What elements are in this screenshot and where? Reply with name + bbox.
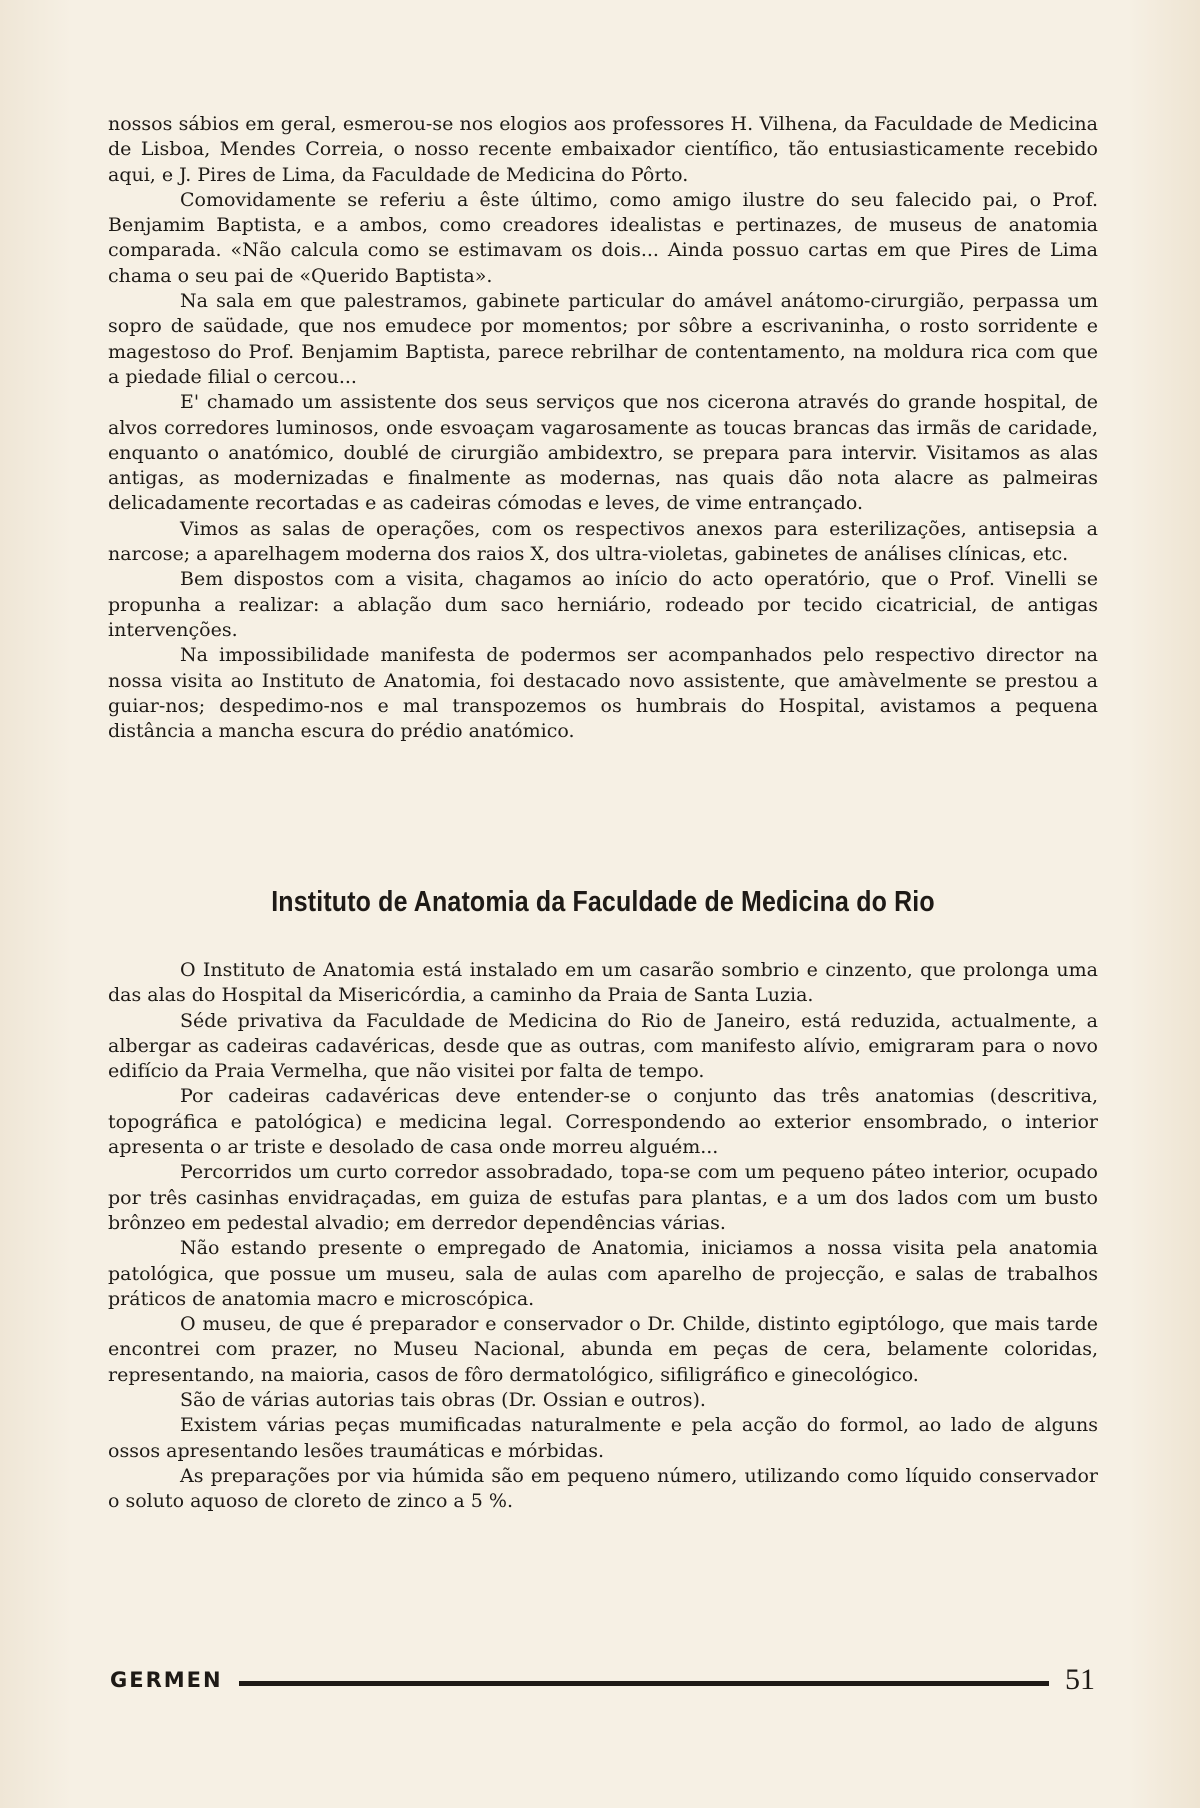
paragraph: Percorridos um curto corredor assobradado, topa-se com um pequeno páteo interior, ocupado por três casinhas envidraçadas, em guiza de estufas para plantas, e a um dos lados com um busto brônzeo em pedestal alvadio; em derredor dependências várias. (108, 1161, 1098, 1234)
paragraph: As preparações por via húmida são em pequeno número, utilizando como líquido conservador o soluto aquoso de cloreto de zinco a 5 %. (108, 1464, 1098, 1513)
section-heading: Instituto de Anatomia da Faculdade de Medicina do Rio (271, 886, 935, 918)
paragraph: Não estando presente o empregado de Anatomia, iniciamos a nossa visita pela anatomia patológica, que possue um museu, sala de aulas com aparelho de projecção, e salas de trabalhos práticos de anatomia macro e microscópica. (108, 1237, 1098, 1310)
paragraph: Na sala em que palestramos, gabinete particular do amável anátomo-cirurgião, perpassa um sopro de saüdade, que nos emudece por momentos; por sôbre a escrivaninha, o rosto sorridente e magestoso do Prof. Benjamim Baptista, parece rebrilhar de contentamento, na moldura rica com que a piedade filial o cercou... (108, 290, 1098, 388)
footer-divider (239, 1681, 1049, 1686)
paragraph: Comovidamente se referiu a êste último, como amigo ilustre do seu falecido pai, o Prof. Benjamim Baptista, e a ambos, como creadores idealistas e pertinazes, de museus de anatomia comparada. «Não calcula como se estimavam os dois... Ainda possuo cartas em que Pires de Lima chama o seu pai de «Querido Baptista». (108, 188, 1098, 287)
body-text-continued (108, 112, 1098, 744)
paragraph: Na impossibilidade manifesta de podermos ser acompanhados pelo respectivo director na nossa visita ao Instituto de Anatomia, foi destacado novo assistente, que amàvelmente se prestou a guiar-nos; despedimo-nos e mal transpozemos os humbrais do Hospital, avistamos a pequena distância a mancha escura do prédio anatómico. (108, 644, 1098, 743)
paragraph: O museu, de que é preparador e conservador o Dr. Childe, distinto egiptólogo, que mais tarde encontrei com prazer, no Museu Nacional, abunda em peças de cera, belamente coloridas, representando, na maioria, casos de fôro dermatológico, sifiligráfico e ginecológico. (108, 1313, 1098, 1386)
paragraph: Bem dispostos com a visita, chagamos ao início do acto operatório, que o Prof. Vinelli se propunha a realizar: a ablação dum saco herniário, rodeado por tecido cicatricial, de antigas intervenções. (108, 568, 1098, 641)
paragraph: Existem várias peças mumificadas naturalmente e pela acção do formol, ao lado de alguns ossos apresentando lesões traumáticas e mórbidas. (108, 1414, 1098, 1462)
page-footer (110, 1660, 1095, 1700)
paragraph: E' chamado um assistente dos seus serviços que nos cicerona através do grande hospital, de alvos corredores luminosos, onde esvoaçam vagarosamente as toucas brancas das irmãs de caridade, enquanto o anatómico, doublé de cirurgião ambidextro, se prepara para intervir. Visitamos as alas antigas, as modernizadas e finalmente as modernas, nas quais dão nota alacre as palmeiras delicadamente recortadas e as cadeiras cómodas e leves, de vime entrançado. (108, 391, 1098, 515)
body-text-section (108, 958, 1098, 1515)
paragraph: nossos sábios em geral, esmerou-se nos elogios aos professores H. Vilhena, da Faculdade de Medicina de Lisboa, Mendes Correia, o nosso recente embaixador científico, tão entusiasticamente recebido aqui, e J. Pires de Lima, da Faculdade de Medicina do Pôrto. (108, 113, 1098, 186)
paragraph: O Instituto de Anatomia está instalado em um casarão sombrio e cinzento, que prolonga uma das alas do Hospital da Misericórdia, a caminho da Praia de Santa Luzia. (108, 959, 1098, 1007)
paragraph: Vimos as salas de operações, com os respectivos anexos para esterilizações, antisepsia a narcose; a aparelhagem moderna dos raios X, dos ultra-violetas, gabinetes de análises clínicas, etc. (108, 517, 1098, 566)
paragraph: Séde privativa da Faculdade de Medicina do Rio de Janeiro, está reduzida, actualmente, a albergar as cadeiras cadavéricas, desde que as outras, com manifesto alívio, emigraram para o novo edifício da Praia Vermelha, que não visitei por falta de tempo. (108, 1009, 1098, 1083)
paragraph: Por cadeiras cadavéricas deve entender-se o conjunto das três anatomias (descritiva, topográfica e patológica) e medicina legal. Correspondendo ao exterior ensombrado, o interior apresenta o ar triste e desolado de casa onde morreu alguém... (108, 1085, 1098, 1159)
page-number: 51 (1065, 1663, 1095, 1696)
publication-name: GERMEN (110, 1668, 223, 1692)
paragraph: São de várias autorias tais obras (Dr. Ossian e outros). (180, 1389, 706, 1412)
